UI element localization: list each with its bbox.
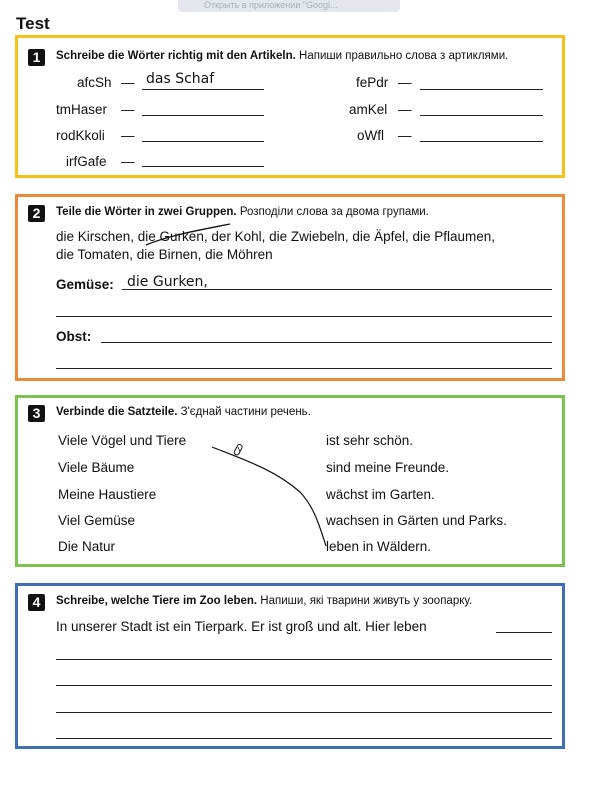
strike-through-mark [146,224,230,245]
dash: — [398,102,412,117]
page-title: Test [16,14,50,33]
sentence-end[interactable]: wachsen in Gärten und Parks. [326,513,507,528]
sentence-start[interactable]: Viele Vögel und Tiere [58,433,187,448]
exercise-4-instruction: Schreibe, welche Tiere im Zoo leben. Напиши, які тварини живуть у зоопарку. [56,595,473,607]
exercise-4-number: 4 [28,594,45,611]
sentence-end[interactable]: sind meine Freunde. [326,460,450,475]
exercise-1-number: 1 [28,49,45,66]
sentence-end[interactable]: leben in Wäldern. [326,539,432,554]
exercise-2-number: 2 [28,205,45,222]
dash: — [398,75,412,90]
handwritten-answer: die Gurken, [127,274,208,290]
exercise-1-instruction: Schreibe die Wörter richtig mit den Artikeln. Напиши правильно слова з артиклями. [56,50,509,62]
sentence-start[interactable]: Meine Haustiere [58,487,157,502]
exercise-3-instruction: Verbinde die Satzteile. З'єднай частини речень. [56,406,311,418]
dash: — [121,154,135,169]
word-list-line-2: die Tomaten, die Birnen, die Möhren [56,247,273,262]
dash: — [121,128,135,143]
story-text: In unserer Stadt ist ein Tierpark. Er ist groß und alt. Hier leben [56,619,427,634]
scrambled-word: oWfl [357,128,384,143]
scrambled-word: amKel [349,102,388,117]
word-list-line-1: die Kirschen, die Gurken, der Kohl, die Zwiebeln, die Äpfel, die Pflaumen, [56,229,495,244]
paperclip-icon [233,444,243,456]
connecting-line [212,447,326,546]
exercise-2-instruction: Teile die Wörter in zwei Gruppen. Розподіли слова за двома групами. [56,206,429,218]
sentence-end[interactable]: wächst im Garten. [326,487,435,502]
scrambled-word: irfGafe [66,154,107,169]
dash: — [121,75,135,90]
exercise-3-number: 3 [28,405,45,422]
open-in-app-banner[interactable]: Открыть в приложении "Googl... [178,0,400,12]
scrambled-word: tmHaser [56,102,108,117]
sentence-start[interactable]: Viel Gemüse [58,513,136,528]
sentence-start[interactable]: Viele Bäume [58,460,135,475]
scrambled-word: rodKkoli [56,128,105,143]
handwritten-answer: das Schaf [146,71,215,87]
sentence-end[interactable]: ist sehr schön. [326,433,414,448]
sentence-start[interactable]: Die Natur [58,539,116,554]
vegetables-label: Gemüse: [56,277,114,292]
scrambled-word: fePdr [356,75,389,90]
scrambled-word: afcSh [77,75,112,90]
fruit-label: Obst: [56,329,92,344]
dash: — [398,128,412,143]
dash: — [121,102,135,117]
